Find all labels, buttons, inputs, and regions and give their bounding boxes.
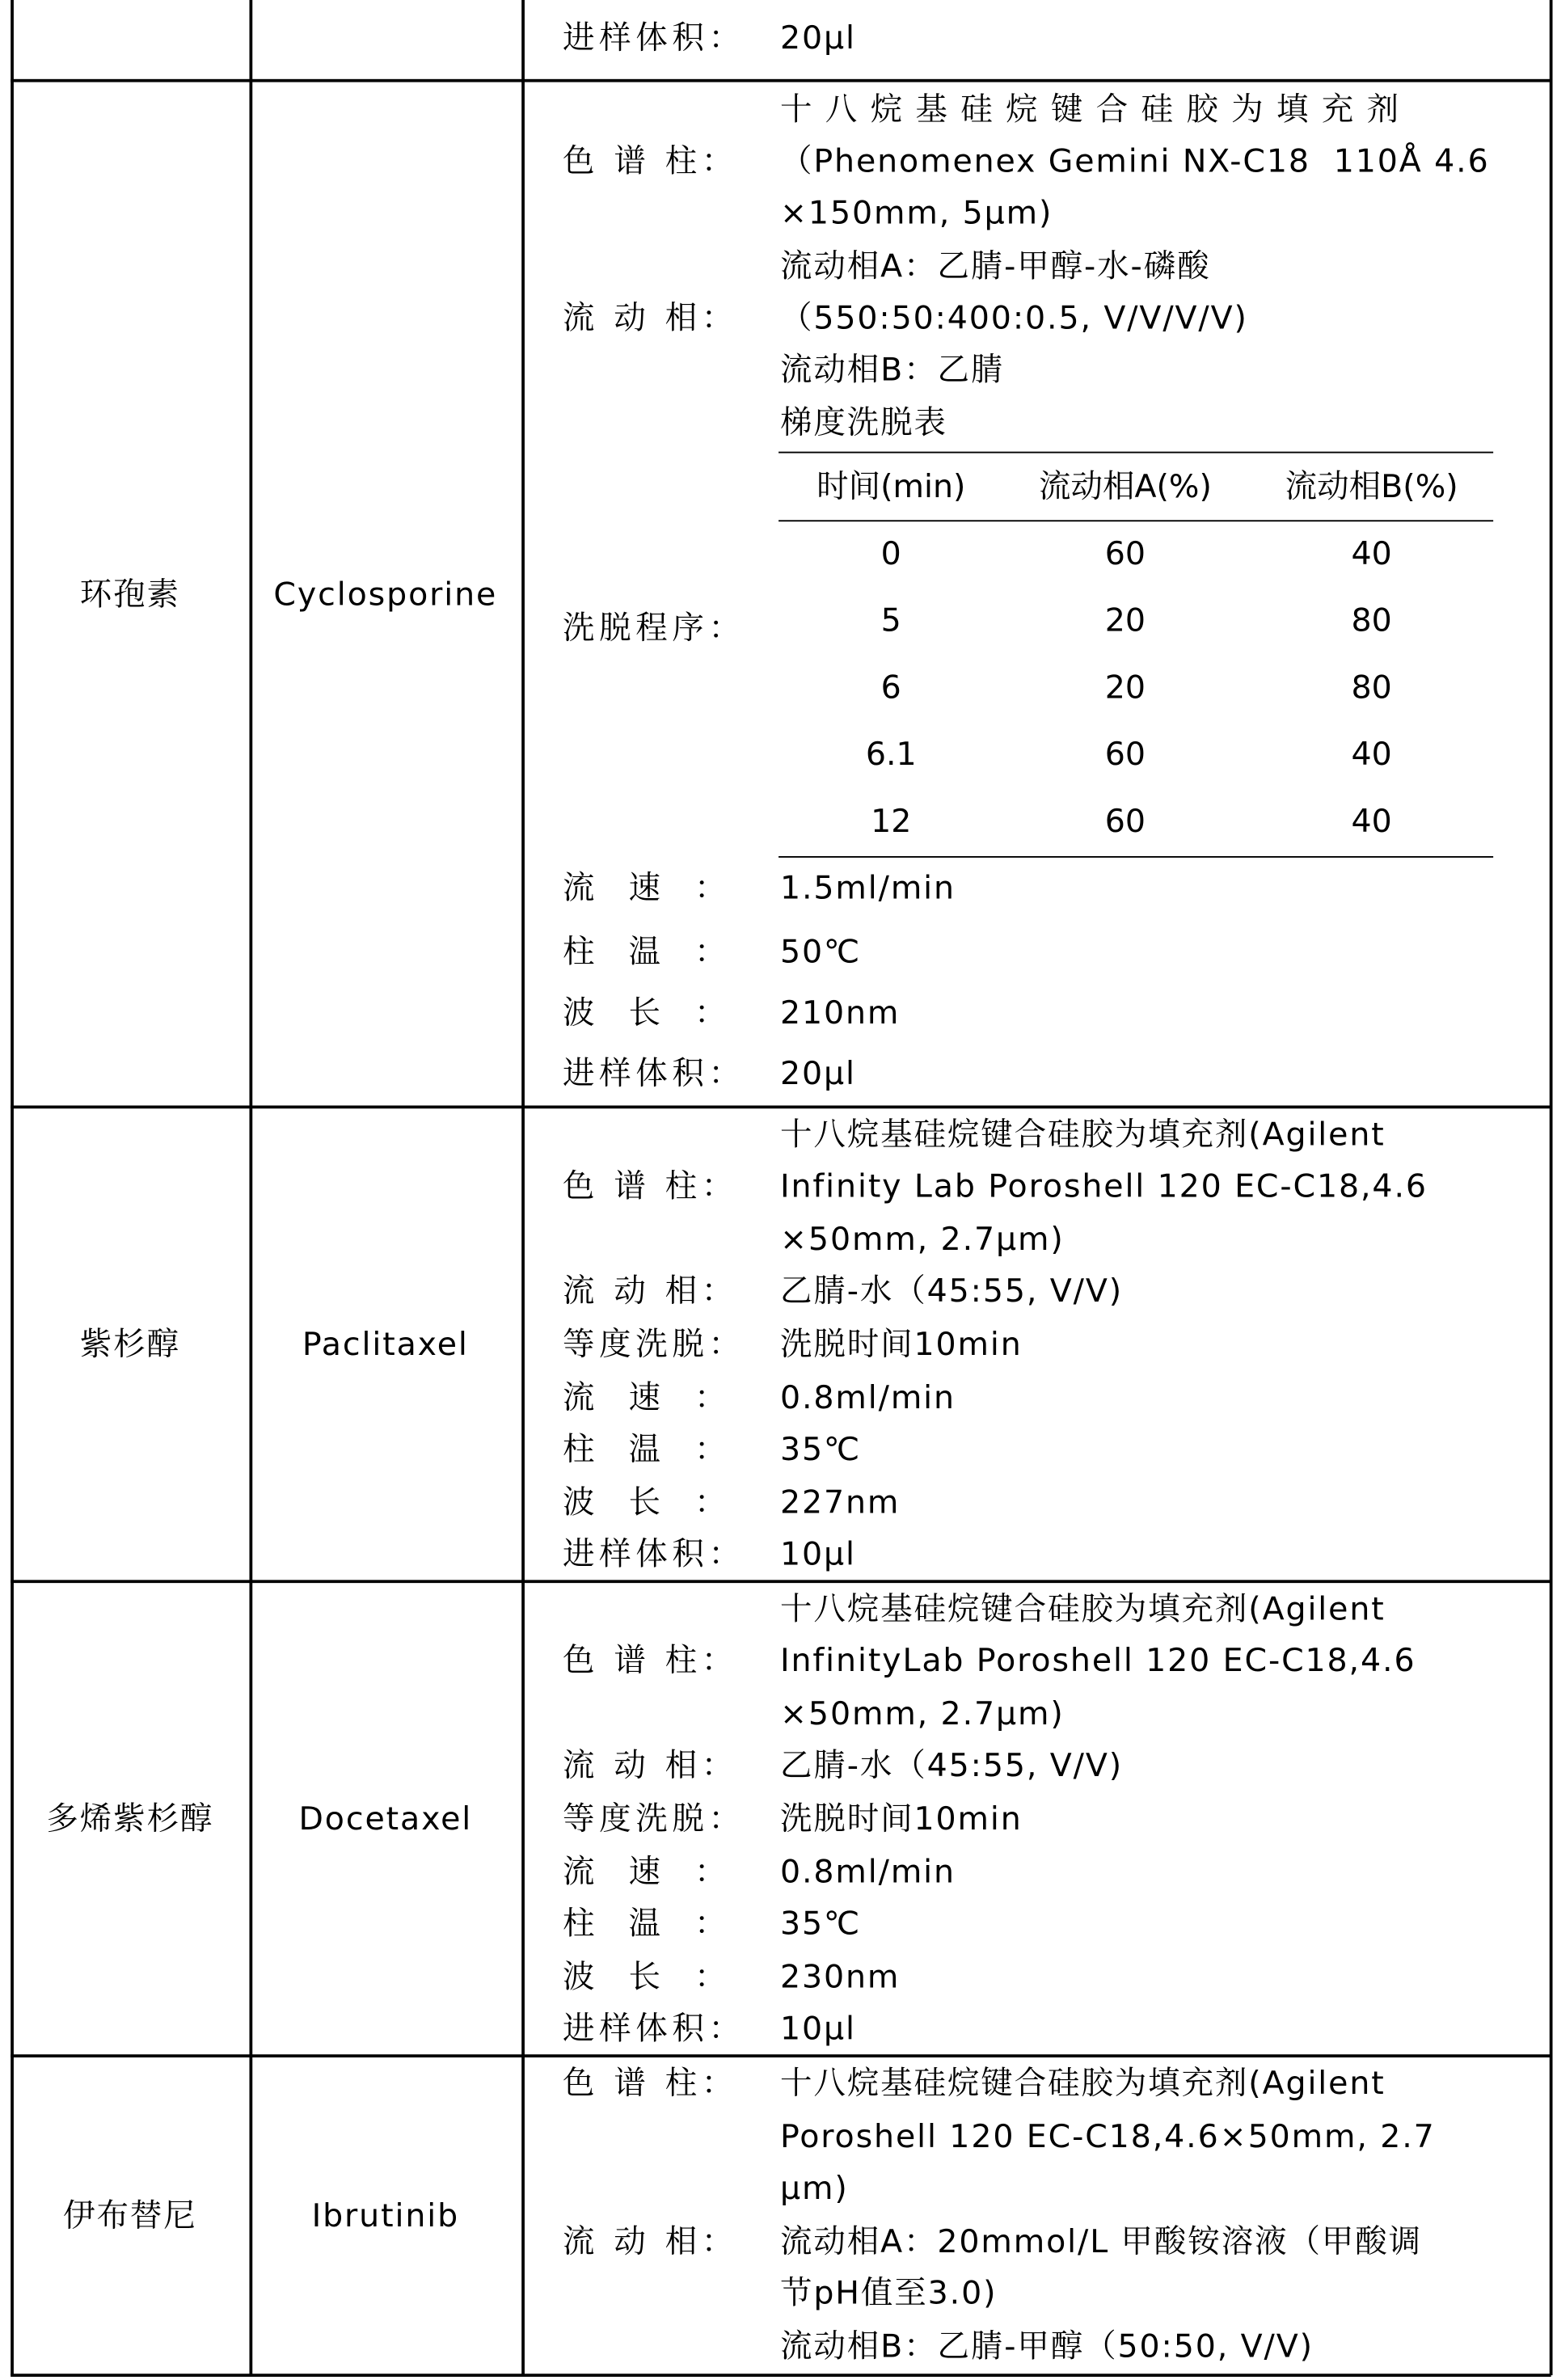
gradient-table-rule [778,520,1493,521]
condition-label: 波 长 ： [563,993,731,1032]
condition-line [0,403,1557,442]
condition-value: 乙腈-水（45:55, V/V) [780,1745,1123,1785]
row-divider [11,1580,1551,1582]
row-divider [11,2054,1551,2057]
gradient-cell: 80 [1250,668,1493,707]
condition-value: 210nm [780,993,900,1032]
condition-value: 十 八 烷 基 硅 烷 键 合 硅 胶 为 填 充 剂 [780,90,1400,129]
condition-value: 1.5ml/min [780,868,956,908]
drug-name-cn: 伊布替尼 [11,2190,249,2242]
gradient-cell: 12 [770,801,1013,841]
drug-name-en-text: Cyclosporine [273,568,497,620]
condition-line [0,19,1557,58]
condition-value: 流动相B：乙腈 [780,350,1004,390]
row-divider [11,79,1551,82]
condition-value: 20μl [780,19,856,58]
condition-label: 流 动 相： [563,1272,738,1311]
gradient-cell: 40 [1250,534,1493,573]
condition-value: 10μl [780,2009,856,2049]
condition-line [0,1799,1557,1838]
condition-line [0,1378,1557,1417]
condition-value: Poroshell 120 EC-C18,4.6×50mm, 2.7 [780,2116,1436,2156]
drug-name-cn: 多烯紫杉醇 [11,1793,249,1845]
condition-line [0,1115,1557,1154]
condition-value: 流动相A：20mmol/L 甲酸铵溶液（甲酸调 [780,2222,1422,2261]
condition-label: 流 动 相： [563,2222,738,2261]
condition-label: 流 速 ： [563,868,731,908]
condition-label: 色 谱 柱： [563,2064,738,2104]
drug-name-en-text: Paclitaxel [302,1319,469,1370]
condition-label: 等度洗脱： [563,1799,745,1838]
condition-label: 进样体积： [563,1534,745,1574]
condition-line [0,2116,1557,2156]
condition-label: 色 谱 柱： [563,1641,738,1681]
condition-line [0,1220,1557,1260]
condition-line [0,90,1557,129]
condition-value: 230nm [780,1957,900,1997]
condition-value: ×50mm, 2.7μm) [780,1220,1065,1260]
condition-value: （Phenomenex Gemini NX-C18 110Å 4.6 [780,141,1490,181]
condition-value: 十八烷基硅烷键合硅胶为填充剂(Agilent [780,2064,1386,2104]
hplc-conditions-table [0,0,1557,2380]
condition-label: 洗脱程序： [563,608,745,648]
gradient-cell: 5 [770,601,1013,640]
condition-value: 35℃ [780,1429,861,1469]
condition-label: 波 长 ： [563,1957,731,1997]
gradient-header-cell: 流动相A(%) [1003,466,1247,506]
condition-value: ×50mm, 2.7μm) [780,1694,1065,1733]
condition-label: 波 长 ： [563,1483,731,1522]
condition-line [0,1054,1557,1094]
row-divider [11,1105,1551,1108]
condition-label: 进样体积： [563,1054,745,1094]
condition-value: InfinityLab Poroshell 120 EC-C18,4.6 [780,1641,1416,1681]
gradient-cell: 60 [1003,735,1247,774]
gradient-cell: 20 [1003,601,1247,640]
condition-line [0,1957,1557,1997]
drug-name-en-text: Ibrutinib [312,2190,459,2242]
condition-line [0,1694,1557,1733]
drug-name-en-text: Docetaxel [298,1793,472,1845]
condition-value: 20μl [780,1054,856,1094]
condition-value: 洗脱时间10min [780,1799,1023,1838]
gradient-cell: 6.1 [770,735,1013,774]
condition-line [0,868,1557,908]
condition-line [0,932,1557,972]
condition-label: 柱 温 ： [563,1904,731,1943]
gradient-cell: 0 [770,534,1013,573]
condition-line [0,993,1557,1032]
condition-line [0,141,1557,181]
condition-label: 柱 温 ： [563,932,731,972]
condition-line [0,1167,1557,1206]
gradient-cell: 40 [1250,801,1493,841]
condition-line [0,1852,1557,1892]
condition-line [0,1324,1557,1364]
drug-name-cn: 环孢素 [11,568,249,620]
condition-label: 流 速 ： [563,1378,731,1417]
gradient-cell: 40 [1250,735,1493,774]
condition-value: 十八烷基硅烷键合硅胶为填充剂(Agilent [780,1589,1386,1629]
condition-line [0,1904,1557,1943]
condition-line [0,247,1557,286]
gradient-cell: 60 [1003,801,1247,841]
table-border [11,2374,1551,2376]
condition-line [0,298,1557,338]
condition-line [0,1429,1557,1469]
condition-label: 进样体积： [563,19,745,58]
gradient-cell: 60 [1003,534,1247,573]
condition-line [0,193,1557,233]
condition-value: 流动相A：乙腈-甲醇-水-磷酸 [780,247,1211,286]
gradient-header-cell: 流动相B(%) [1250,466,1493,506]
condition-label: 进样体积： [563,2009,745,2049]
gradient-header-cell: 时间(min) [770,466,1013,506]
condition-line [0,2327,1557,2366]
condition-value: 节pH值至3.0) [780,2273,997,2313]
condition-value: μm) [780,2168,849,2208]
gradient-cell: 6 [770,668,1013,707]
condition-value: 227nm [780,1483,900,1522]
condition-line [0,1641,1557,1681]
condition-value: 50℃ [780,932,861,972]
condition-line [0,350,1557,390]
condition-line [0,1589,1557,1629]
drug-name-cn: 紫杉醇 [11,1319,249,1370]
condition-value: 梯度洗脱表 [780,403,947,442]
condition-value: 0.8ml/min [780,1378,956,1417]
condition-value: 乙腈-水（45:55, V/V) [780,1272,1123,1311]
condition-label: 流 动 相： [563,1745,738,1785]
condition-line [0,2222,1557,2261]
condition-value: ×150mm, 5μm) [780,193,1053,233]
condition-line [0,2168,1557,2208]
condition-line [0,2273,1557,2313]
condition-line [0,1272,1557,1311]
condition-value: 10μl [780,1534,856,1574]
condition-label: 流 动 相： [563,298,738,338]
condition-label: 流 速 ： [563,1852,731,1892]
condition-value: 0.8ml/min [780,1852,956,1892]
gradient-cell: 20 [1003,668,1247,707]
condition-label: 柱 温 ： [563,1429,731,1469]
condition-line [0,2009,1557,2049]
condition-line [0,1745,1557,1785]
gradient-table-rule [778,856,1493,858]
condition-value: （550:50:400:0.5, V/V/V/V) [780,298,1248,338]
condition-value: 洗脱时间10min [780,1324,1023,1364]
condition-line [0,1534,1557,1574]
condition-label: 色 谱 柱： [563,1167,738,1206]
condition-value: 十八烷基硅烷键合硅胶为填充剂(Agilent [780,1115,1386,1154]
gradient-table-rule [778,452,1493,454]
condition-label: 等度洗脱： [563,1324,745,1364]
gradient-cell: 80 [1250,601,1493,640]
condition-line [0,1483,1557,1522]
condition-line [0,2064,1557,2104]
condition-value: 流动相B：乙腈-甲醇（50:50, V/V) [780,2327,1314,2366]
condition-label: 色 谱 柱： [563,141,738,181]
condition-value: 35℃ [780,1904,861,1943]
condition-value: Infinity Lab Poroshell 120 EC-C18,4.6 [780,1167,1428,1206]
